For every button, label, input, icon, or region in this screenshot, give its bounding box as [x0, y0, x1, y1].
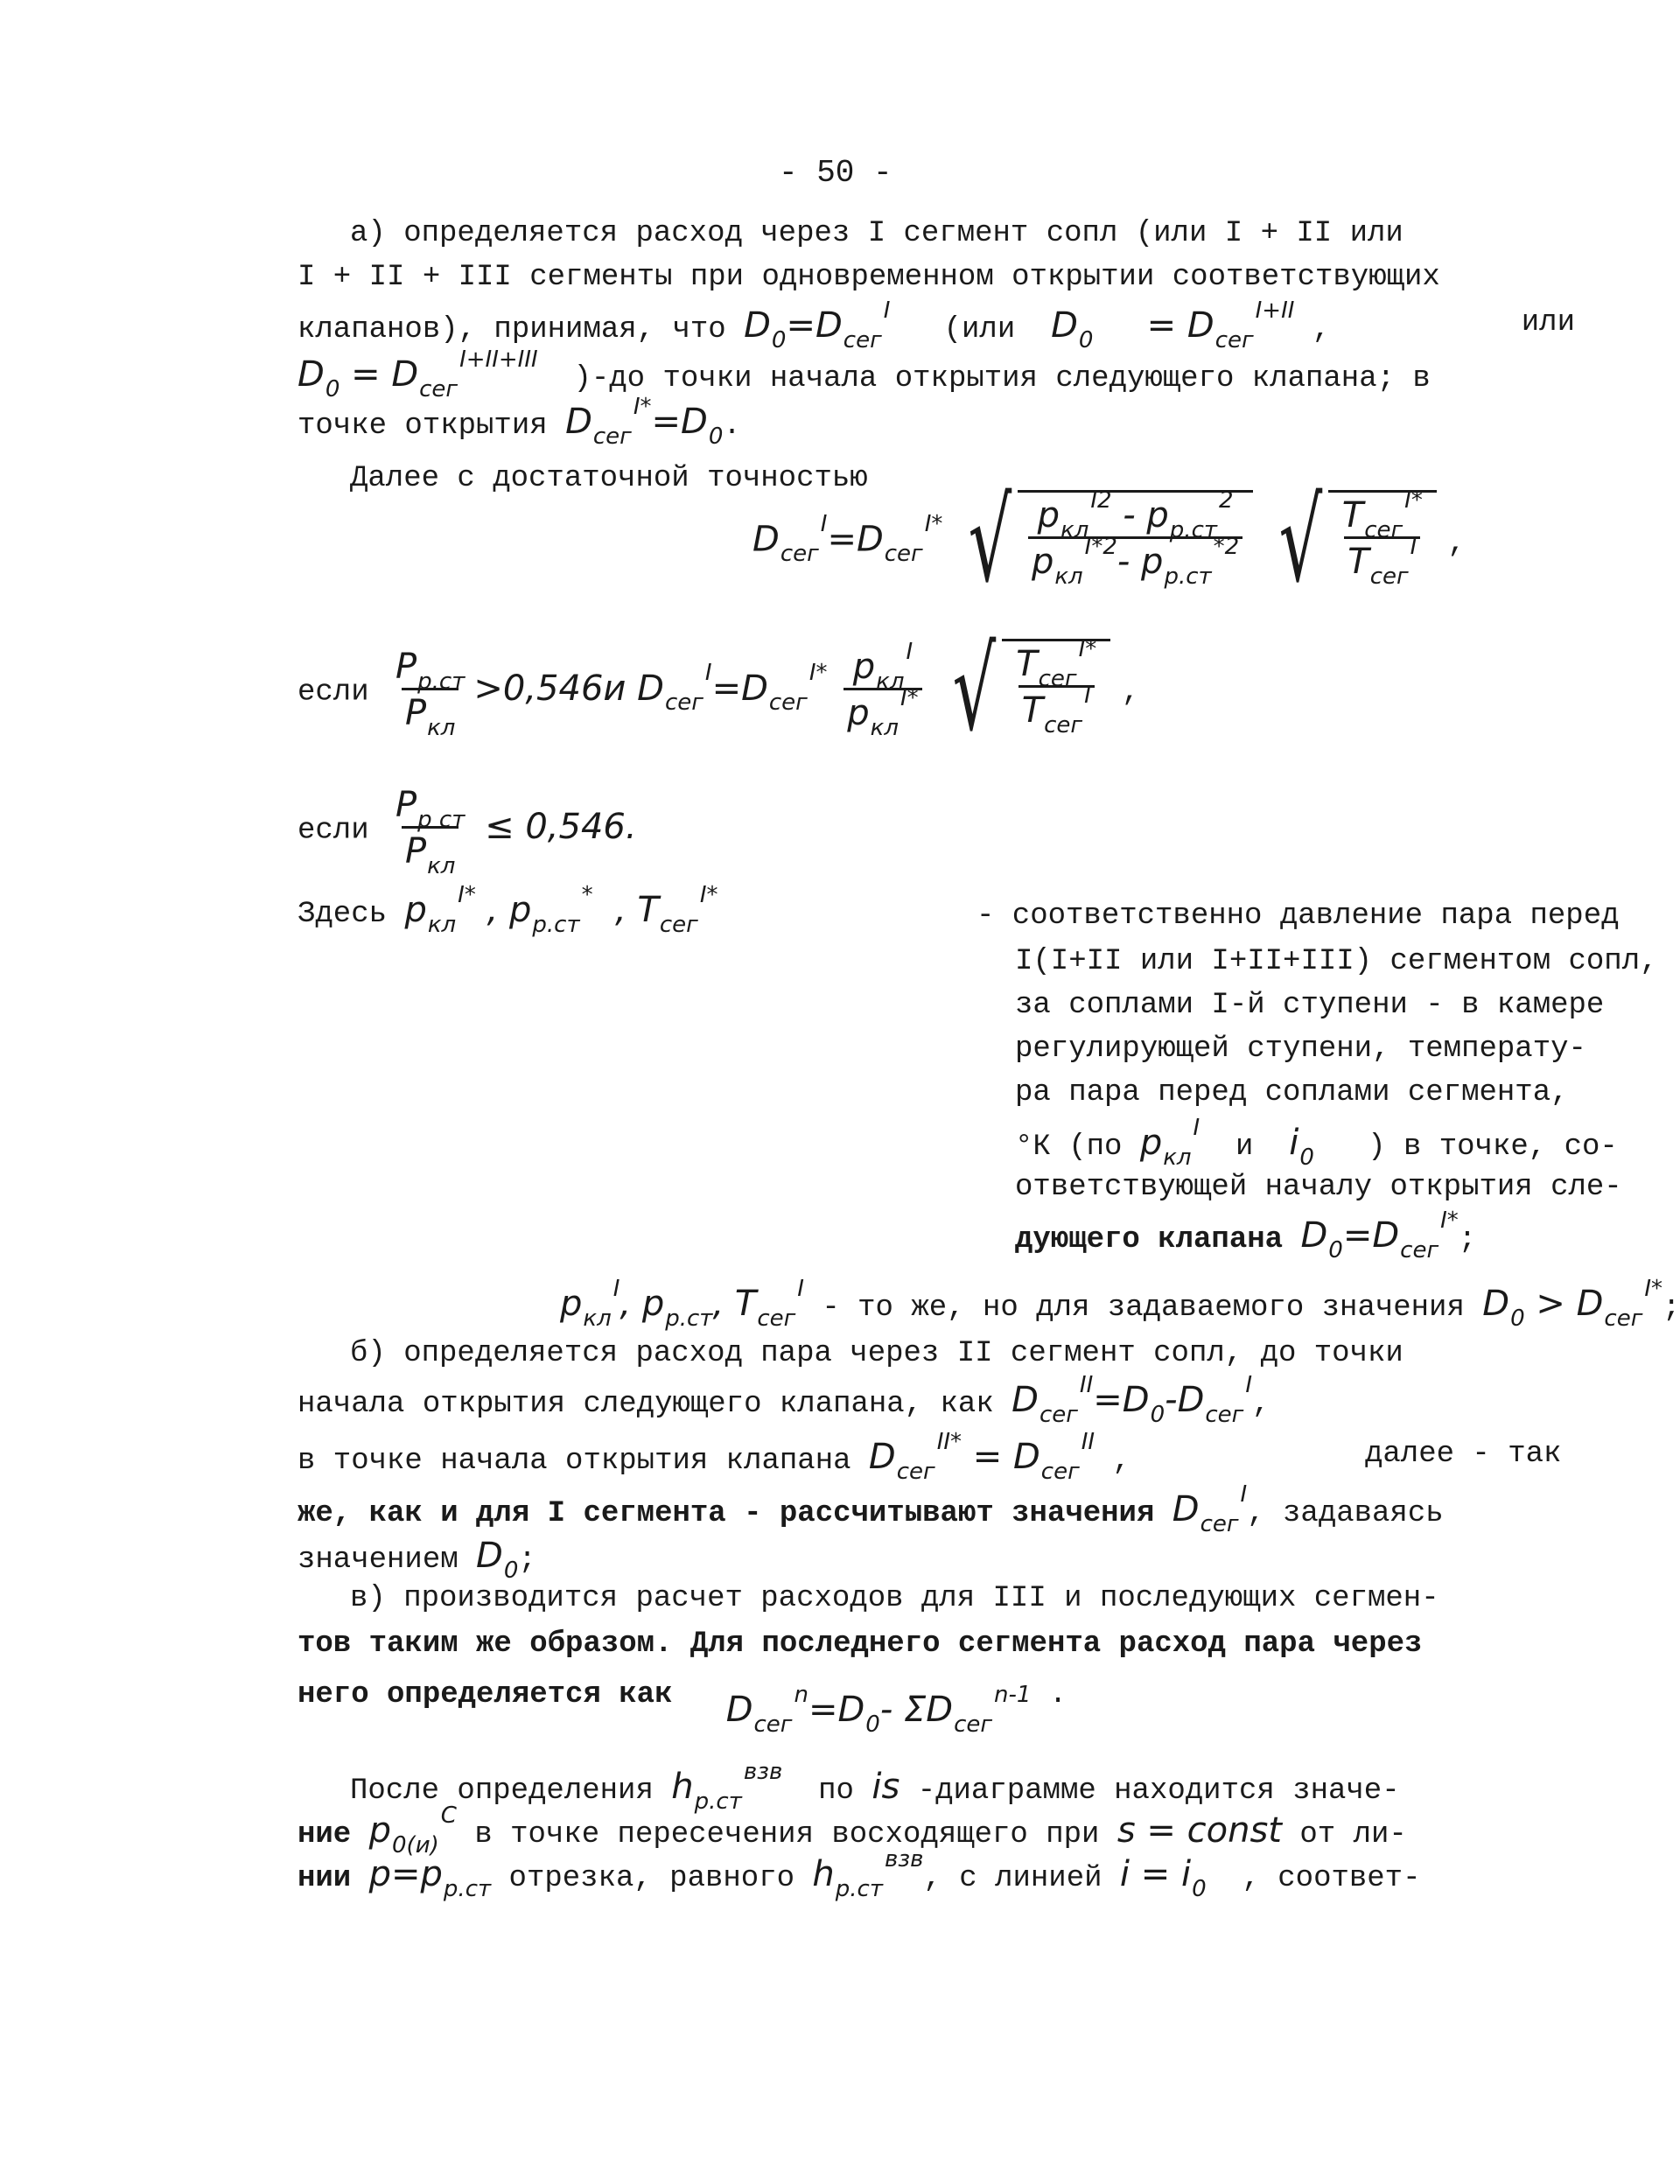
text-line: Далее с достаточной точностью — [350, 462, 868, 495]
text-line: далее - так — [1365, 1438, 1562, 1471]
text-line: После определения $h_{р.ст}^{взв}$ по is -диаграмме находится значе- — [350, 1758, 1400, 1815]
text-line: начала открытия следующего клапана, как $D_{сег}^{II}=D_0-D_{сег}^I$, — [298, 1371, 1270, 1428]
formula: $D_0 = D_{сег}^{I+II+III}$ — [298, 346, 538, 402]
text-line: значением $D_0$; — [298, 1536, 536, 1584]
text-line: I(I+II или I+II+III) сегментом сопл, — [1015, 945, 1658, 978]
sqrt-sign: √ $\frac{T_{сег}^{I*}}{T_{сег}^I}$ — [938, 639, 1110, 741]
text-line: же, как и для I сегмента - рассчитывают значения $D_{сег}^I$, задаваясь — [298, 1480, 1444, 1537]
text-line: ра пара перед соплами сегмента, — [1015, 1076, 1569, 1110]
sqrt-sign: √ $\frac{p_{кл}^{I2} - p_{р.ст}^2}{p_{кл}^{I*2}- p_{р.ст}^{*2}}$ — [954, 490, 1253, 592]
text-line: тов таким же образом. Для последнего сегмента расход пара через — [298, 1628, 1423, 1661]
formula-1: $D_{сег}^I=D_{сег}^{I*}$ √ $\frac{p_{кл}^{I2} - p_{р.ст}^2}{p_{кл}^{I*2}- p_{р.ст}^{*2}}$ √ $\frac{T_{сег}^{I*}}{T_{сег}^I}$ , — [752, 474, 1466, 607]
text-line: него определяется как $D_{сег}^n=D_0-$ $\Sigma D_{сег}^{n-1}$ . — [298, 1678, 1068, 1738]
text-line: $D_0 = D_{сег}^{I+II+III}$ )-до точки начала открытия следующего клапана; в — [298, 346, 1431, 402]
text-line: I + II + III сегменты при одновременном открытии соответствующих — [298, 261, 1440, 294]
formula-2: если $\frac{P_{р.ст}}{P_{кл}}$ >0,546и $D_{сег}^I=D_{сег}^{I*}$ $\frac{p_{кл}^I}{p_{кл}^{I*}}$ √ $\frac{T_{сег}^{I*}}{T_{сег}^I}$ , — [298, 623, 1140, 756]
text-line: точке открытия $D_{сег}^{I*}=D_0$. — [298, 393, 741, 450]
text-line: нии $p=p_{р.ст}$ отрезка, равного $h_{р.ст}^{взв}$, с линией $i = i_0$ , соответ- — [298, 1845, 1421, 1902]
sqrt-sign: √ $\frac{T_{сег}^{I*}}{T_{сег}^I}$ — [1264, 490, 1437, 592]
text-line: регулирующей ступени, температу- — [1015, 1032, 1586, 1066]
formula-3: если $\frac{P_{р ст}}{P_{кл}}$ ≤ 0,546. — [298, 785, 637, 879]
text-word: или — [1521, 306, 1575, 340]
text-line: в) производится расчет расходов для III и последующих сегмен- — [350, 1582, 1439, 1615]
text-line: ответствующей началу открытия сле- — [1015, 1171, 1622, 1204]
page-number: - 50 - — [779, 155, 892, 191]
text-line: - соответственно давление пара перед — [976, 900, 1620, 933]
text-line: в точке начала открытия клапана $D_{сег}^{II*} = D_{сег}^{II}$ , — [298, 1428, 1130, 1485]
formula: $D_{сег}^{I*}=D_0$ — [565, 393, 724, 450]
formula: $D_0=D_{сег}^I$ — [744, 297, 891, 354]
zdes-line: Здесь $p_{кл}^{I*}$ , $p_{р.ст}^*$ , $T_{сег}^{I*}$ — [298, 881, 718, 938]
text-line: клапанов), принимая, что $D_0=D_{сег}^I$ (или $D_0$ = $D_{сег}^{I+II}$ , — [298, 297, 1331, 354]
text-line: $p_{кл}^I$, $p_{р.ст}$, $T_{сег}^I$ - то же, но для задаваемого значения $D_0 > D_{сег}^{I*}$; — [560, 1275, 1680, 1332]
text-line: за соплами I-й ступени - в камере — [1015, 989, 1605, 1022]
text-line: а) определяется расход через I сегмент сопл (или I + II или — [350, 217, 1404, 250]
text-line: °К (по $p_{кл}^I$ и $i_0$ ) в точке, со- — [1015, 1114, 1618, 1171]
text-line: б) определяется расход пара через II сегмент сопл, до точки — [350, 1337, 1404, 1370]
text-line: ние $p_{0(и)}^C$ в точке пересечения восходящего при s = const от ли- — [298, 1802, 1407, 1858]
text-line: дующего клапана $D_0=D_{сег}^{I*}$; — [1015, 1207, 1477, 1264]
